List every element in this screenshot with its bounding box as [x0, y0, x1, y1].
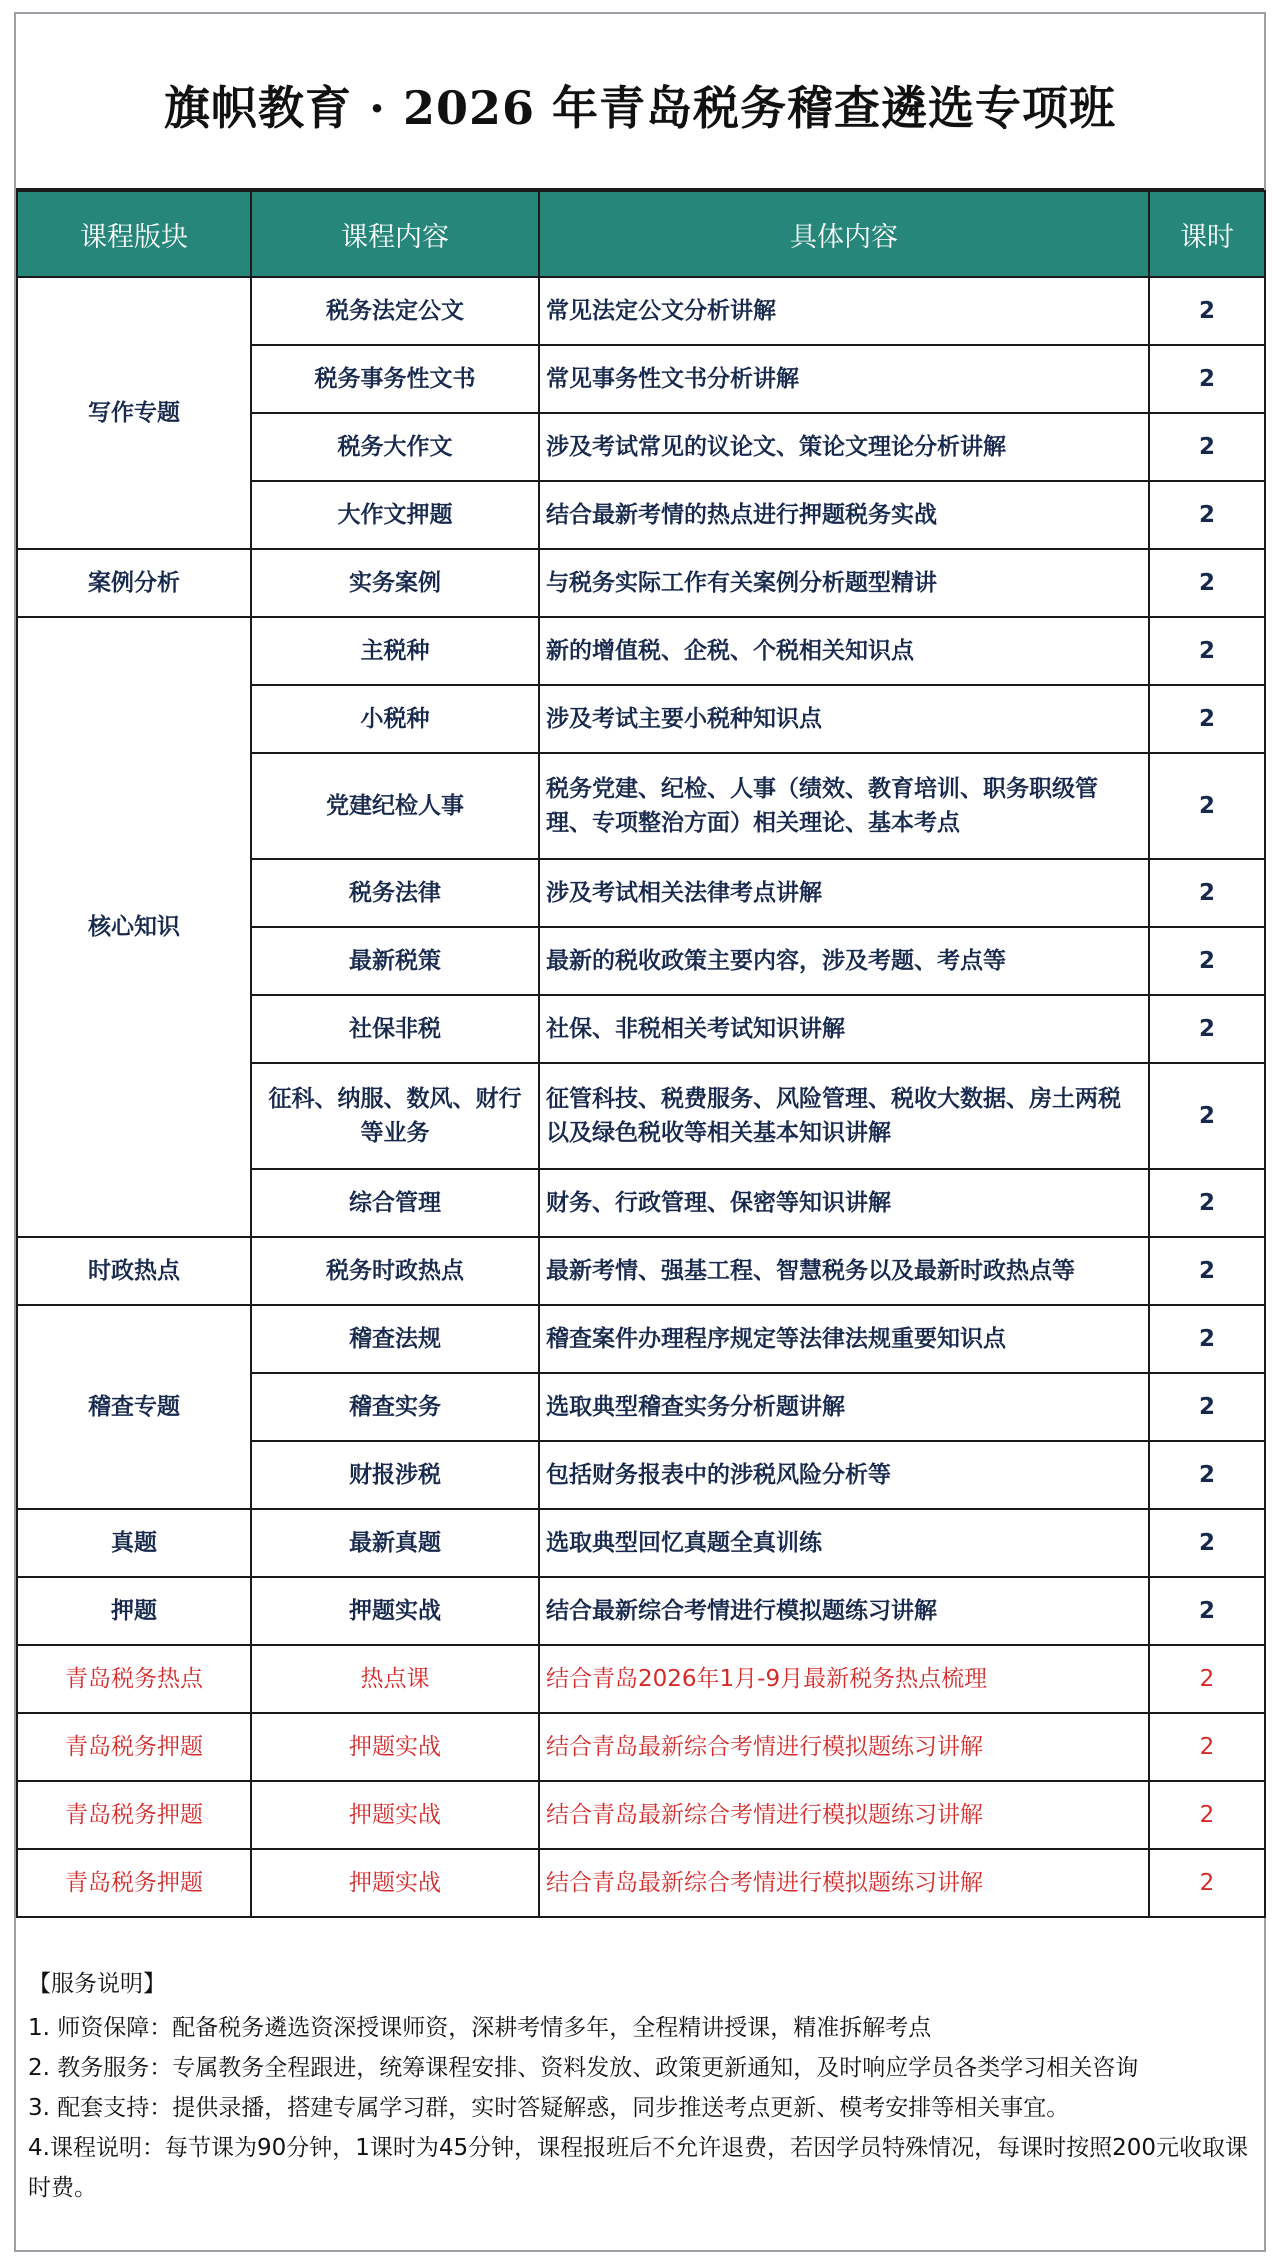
content-cell: 财报涉税 — [251, 1441, 539, 1509]
header-hours: 课时 — [1149, 191, 1265, 277]
hours-cell: 2 — [1149, 345, 1265, 413]
section-cell: 核心知识 — [17, 617, 251, 1237]
detail-cell: 最新考情、强基工程、智慧税务以及最新时政热点等 — [539, 1237, 1149, 1305]
detail-cell: 结合青岛最新综合考情进行模拟题练习讲解 — [539, 1713, 1149, 1781]
section-cell: 写作专题 — [17, 277, 251, 549]
content-cell: 税务大作文 — [251, 413, 539, 481]
table-row — [17, 277, 1265, 345]
notes-item: 4.课程说明：每节课为90分钟，1课时为45分钟，课程报班后不允许退费，若因学员特殊情况，每课时按照200元收取课时费。 — [28, 2135, 1249, 2201]
table-row — [17, 1713, 1265, 1781]
notes-item: 2. 教务服务：专属教务全程跟进，统筹课程安排、资料发放、政策更新通知，及时响应学员各类学习相关咨询 — [28, 2055, 1139, 2081]
content-cell: 税务时政热点 — [251, 1237, 539, 1305]
detail-cell: 包括财务报表中的涉税风险分析等 — [539, 1441, 1149, 1509]
hours-cell: 2 — [1149, 413, 1265, 481]
content-cell: 征科、纳服、数风、财行等业务 — [251, 1063, 539, 1169]
hours-cell: 2 — [1149, 277, 1265, 345]
content-cell: 社保非税 — [251, 995, 539, 1063]
detail-cell: 涉及考试常见的议论文、策论文理论分析讲解 — [539, 413, 1149, 481]
detail-cell: 涉及考试主要小税种知识点 — [539, 685, 1149, 753]
service-notes — [16, 1918, 1264, 2208]
detail-cell: 结合青岛最新综合考情进行模拟题练习讲解 — [539, 1849, 1149, 1917]
table-header-row — [17, 191, 1265, 277]
detail-cell: 与税务实际工作有关案例分析题型精讲 — [539, 549, 1149, 617]
section-cell: 押题 — [17, 1577, 251, 1645]
detail-cell: 财务、行政管理、保密等知识讲解 — [539, 1169, 1149, 1237]
table-row — [17, 1509, 1265, 1577]
hours-cell: 2 — [1149, 685, 1265, 753]
content-cell: 主税种 — [251, 617, 539, 685]
hours-cell: 2 — [1149, 1373, 1265, 1441]
section-cell: 稽查专题 — [17, 1305, 251, 1509]
table-row — [17, 1305, 1265, 1373]
content-cell: 热点课 — [251, 1645, 539, 1713]
detail-cell: 新的增值税、企税、个税相关知识点 — [539, 617, 1149, 685]
content-cell: 押题实战 — [251, 1781, 539, 1849]
detail-cell: 征管科技、税费服务、风险管理、税收大数据、房土两税以及绿色税收等相关基本知识讲解 — [539, 1063, 1149, 1169]
header-content: 课程内容 — [251, 191, 539, 277]
content-cell: 税务事务性文书 — [251, 345, 539, 413]
notes-item: 1. 师资保障：配备税务遴选资深授课师资，深耕考情多年，全程精讲授课，精准拆解考点 — [28, 2015, 932, 2041]
hours-cell: 2 — [1149, 1509, 1265, 1577]
hours-cell: 2 — [1149, 995, 1265, 1063]
notes-title: 【服务说明】 — [28, 1971, 166, 1997]
content-cell: 稽查法规 — [251, 1305, 539, 1373]
section-cell: 青岛税务押题 — [17, 1713, 251, 1781]
detail-cell: 结合青岛最新综合考情进行模拟题练习讲解 — [539, 1781, 1149, 1849]
notes-item: 3. 配套支持：提供录播，搭建专属学习群，实时答疑解惑，同步推送考点更新、模考安排等相关事宜。 — [28, 2095, 1070, 2121]
hours-cell: 2 — [1149, 1781, 1265, 1849]
hours-cell: 2 — [1149, 1849, 1265, 1917]
section-cell: 青岛税务押题 — [17, 1781, 251, 1849]
table-body — [17, 277, 1265, 1917]
hours-cell: 2 — [1149, 549, 1265, 617]
detail-cell: 稽查案件办理程序规定等法律法规重要知识点 — [539, 1305, 1149, 1373]
course-table — [16, 190, 1266, 1918]
section-cell: 青岛税务热点 — [17, 1645, 251, 1713]
content-cell: 小税种 — [251, 685, 539, 753]
hours-cell: 2 — [1149, 1441, 1265, 1509]
detail-cell: 选取典型稽查实务分析题讲解 — [539, 1373, 1149, 1441]
table-row — [17, 1781, 1265, 1849]
page-title: 旗帜教育 · 2026 年青岛税务稽查遴选专项班 — [163, 81, 1117, 135]
hours-cell: 2 — [1149, 753, 1265, 859]
content-cell: 押题实战 — [251, 1713, 539, 1781]
hours-cell: 2 — [1149, 927, 1265, 995]
course-schedule-sheet — [14, 12, 1266, 2252]
hours-cell: 2 — [1149, 1713, 1265, 1781]
title-area — [16, 14, 1264, 190]
hours-cell: 2 — [1149, 1169, 1265, 1237]
header-section: 课程版块 — [17, 191, 251, 277]
detail-cell: 常见法定公文分析讲解 — [539, 277, 1149, 345]
detail-cell: 涉及考试相关法律考点讲解 — [539, 859, 1149, 927]
content-cell: 税务法定公文 — [251, 277, 539, 345]
table-row — [17, 1849, 1265, 1917]
detail-cell: 社保、非税相关考试知识讲解 — [539, 995, 1149, 1063]
section-cell: 案例分析 — [17, 549, 251, 617]
detail-cell: 常见事务性文书分析讲解 — [539, 345, 1149, 413]
content-cell: 党建纪检人事 — [251, 753, 539, 859]
content-cell: 押题实战 — [251, 1849, 539, 1917]
table-row — [17, 549, 1265, 617]
hours-cell: 2 — [1149, 1305, 1265, 1373]
content-cell: 综合管理 — [251, 1169, 539, 1237]
content-cell: 税务法律 — [251, 859, 539, 927]
hours-cell: 2 — [1149, 1577, 1265, 1645]
table-row — [17, 617, 1265, 685]
hours-cell: 2 — [1149, 1063, 1265, 1169]
table-row — [17, 1577, 1265, 1645]
header-detail: 具体内容 — [539, 191, 1149, 277]
content-cell: 稽查实务 — [251, 1373, 539, 1441]
hours-cell: 2 — [1149, 859, 1265, 927]
detail-cell: 税务党建、纪检、人事（绩效、教育培训、职务职级管理、专项整治方面）相关理论、基本考点 — [539, 753, 1149, 859]
hours-cell: 2 — [1149, 617, 1265, 685]
section-cell: 真题 — [17, 1509, 251, 1577]
hours-cell: 2 — [1149, 481, 1265, 549]
section-cell: 青岛税务押题 — [17, 1849, 251, 1917]
detail-cell: 结合青岛2026年1月-9月最新税务热点梳理 — [539, 1645, 1149, 1713]
table-row — [17, 1645, 1265, 1713]
content-cell: 押题实战 — [251, 1577, 539, 1645]
section-cell: 时政热点 — [17, 1237, 251, 1305]
detail-cell: 结合最新考情的热点进行押题税务实战 — [539, 481, 1149, 549]
detail-cell: 最新的税收政策主要内容，涉及考题、考点等 — [539, 927, 1149, 995]
content-cell: 最新税策 — [251, 927, 539, 995]
hours-cell: 2 — [1149, 1237, 1265, 1305]
hours-cell: 2 — [1149, 1645, 1265, 1713]
table-row — [17, 1237, 1265, 1305]
detail-cell: 选取典型回忆真题全真训练 — [539, 1509, 1149, 1577]
content-cell: 大作文押题 — [251, 481, 539, 549]
detail-cell: 结合最新综合考情进行模拟题练习讲解 — [539, 1577, 1149, 1645]
content-cell: 最新真题 — [251, 1509, 539, 1577]
content-cell: 实务案例 — [251, 549, 539, 617]
